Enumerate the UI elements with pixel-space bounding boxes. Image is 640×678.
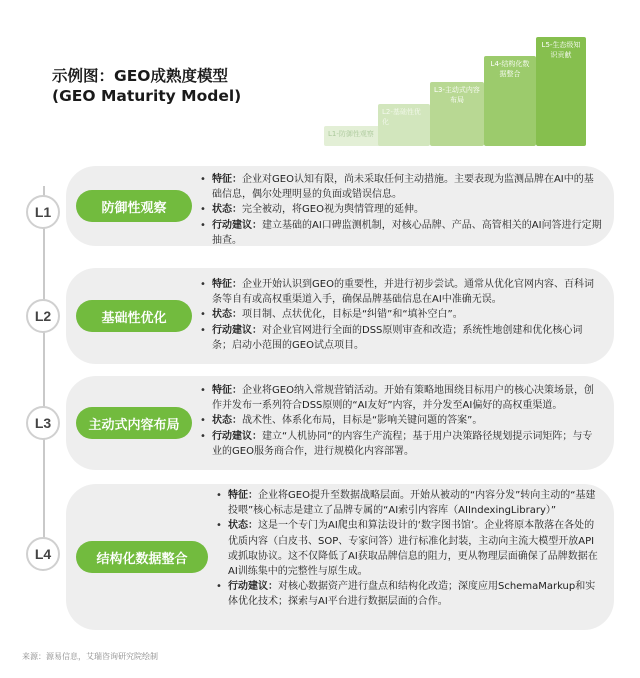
level-details <box>214 488 602 610</box>
level-details <box>198 383 602 459</box>
bullet-feature: • 特征：企业开始认识到GEO的重要性，并进行初步尝试。通常从优化官网内容、百科词条等自有或高权重渠道入手，确保品牌基础信息在AI中准确无误。 <box>198 277 602 307</box>
stair-step-l4: L4-结构化数据整合 <box>484 56 536 146</box>
level-details <box>198 172 602 248</box>
bullet-action: • 行动建议：建立基础的AI口碑监测机制，对核心品牌、产品、高管相关的AI问答进行定期抽查。 <box>198 218 602 248</box>
bullet-feature: • 特征：企业将GEO提升至数据战略层面。开始从被动的“内容分发”转向主动的“基建投喂”核心标志是建立了品牌专属的“AI索引内容库（AIIndexingLibrary）” <box>214 488 602 518</box>
level-name-pill: 结构化数据整合 <box>76 541 208 573</box>
bullet-action: • 行动建议：建立“人机协同”的内容生产流程；基于用户决策路径规划提示词矩阵；与专业的GEO服务商合作，进行规模化内容部署。 <box>198 429 602 459</box>
bullet-feature: • 特征：企业将GEO纳入常规营销活动。开始有策略地围绕目标用户的核心决策场景，创作并发布一系列符合DSS原则的“AI友好”内容，并分发至AI偏好的高权重渠道。 <box>198 383 602 413</box>
page-subtitle: (GEO Maturity Model) <box>52 87 242 105</box>
level-badge-l2: L2 <box>26 299 60 333</box>
stair-step-l5: L5-生态级知识贡献 <box>536 37 586 146</box>
stair-step-l1: L1-防御性观察 <box>324 126 412 146</box>
level-card-l4 <box>66 484 614 630</box>
bullet-status: • 状态：这是一个专门为AI爬虫和算法设计的‘数字图书馆’。企业将原本散落在各处的优质内容（白皮书、SOP、专家问答）进行标准化封装，主动向主流大模型开放API或抓取协议。这不仅降低了AI获取品牌信息的阻力，更从物理层面确保了品牌数据在AI训练集中的完整性与原生成。 <box>214 518 602 579</box>
level-details <box>198 277 602 353</box>
bullet-feature: • 特征：企业对GEO认知有限，尚未采取任何主动措施。主要表现为监测品牌在AI中的基础信息，偶尔处理明显的负面或错误信息。 <box>198 172 602 202</box>
level-badge-l3: L3 <box>26 406 60 440</box>
level-badge-l1: L1 <box>26 195 60 229</box>
level-name-pill: 防御性观察 <box>76 190 192 222</box>
stair-step-l3: L3-主动式内容布局 <box>430 82 484 146</box>
bullet-status: • 状态：战术性、体系化布局，目标是“影响关键问题的答案”。 <box>198 413 602 428</box>
page-title: 示例图：GEO成熟度模型 <box>52 67 228 85</box>
bullet-action: • 行动建议：对企业官网进行全面的DSS原则审查和改造；系统性地创建和优化核心词条；启动小范围的GEO试点项目。 <box>198 323 602 353</box>
bullet-status: • 状态：项目制、点状优化，目标是“纠错”和“填补空白”。 <box>198 307 602 322</box>
source-note: 来源：源易信息，艾瑞咨询研究院绘制 <box>22 652 158 661</box>
level-card-l2 <box>66 268 614 364</box>
level-name-pill: 基础性优化 <box>76 300 192 332</box>
level-badge-l4: L4 <box>26 537 60 571</box>
level-card-l3 <box>66 376 614 470</box>
bullet-status: • 状态：完全被动，将GEO视为舆情管理的延伸。 <box>198 202 602 217</box>
level-name-pill: 主动式内容布局 <box>76 407 192 439</box>
timeline-line <box>43 186 45 550</box>
bullet-action: • 行动建议：对核心数据资产进行盘点和结构化改造；深度应用SchemaMarkup和实体优化技术；探索与AI平台进行数据层面的合作。 <box>214 579 602 609</box>
level-card-l1 <box>66 166 614 246</box>
stair-step-l2: L2-基础性优化 <box>378 104 430 146</box>
